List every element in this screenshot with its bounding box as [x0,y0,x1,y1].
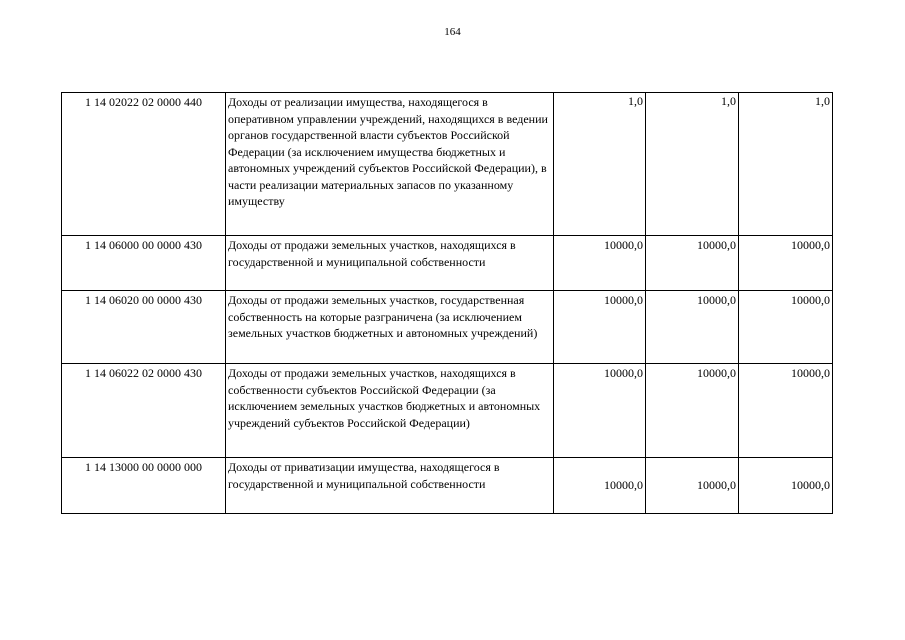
revenue-name-cell: Доходы от продажи земельных участков, государственная собственность на которые разграничена (за исключением земельных участков бюджетных и автономных учреждений) [226,291,554,364]
table-row [62,93,833,236]
revenue-code-cell: 1 14 06000 00 0000 430 [62,236,226,291]
value-year-1-cell: 10000,0 [554,236,646,291]
value-year-2-cell: 10000,0 [646,458,739,514]
revenue-code-cell: 1 14 06022 02 0000 430 [62,364,226,458]
revenue-code-cell: 1 14 13000 00 0000 000 [62,458,226,514]
value-year-1-cell: 10000,0 [554,458,646,514]
revenue-name-cell: Доходы от продажи земельных участков, находящихся в собственности субъектов Российской Федерации (за исключением земельных участков бюджетных и автономных учреждений субъектов Российской Федерации) [226,364,554,458]
table-row [62,236,833,291]
value-year-2-cell: 10000,0 [646,291,739,364]
revenue-name-cell: Доходы от приватизации имущества, находящегося в государственной и муниципальной собственности [226,458,554,514]
value-year-2-cell: 1,0 [646,93,739,236]
value-year-1-cell: 1,0 [554,93,646,236]
value-year-3-cell: 10000,0 [739,364,833,458]
value-year-1-cell: 10000,0 [554,291,646,364]
page-number: 164 [444,26,461,38]
table-row [62,291,833,364]
value-year-1-cell: 10000,0 [554,364,646,458]
value-year-3-cell: 10000,0 [739,236,833,291]
value-year-3-cell: 1,0 [739,93,833,236]
revenue-name-cell: Доходы от продажи земельных участков, находящихся в государственной и муниципальной собственности [226,236,554,291]
value-year-2-cell: 10000,0 [646,364,739,458]
table-row [62,364,833,458]
table-row [62,458,833,514]
value-year-3-cell: 10000,0 [739,291,833,364]
revenue-code-cell: 1 14 06020 00 0000 430 [62,291,226,364]
revenue-table [61,92,833,514]
value-year-2-cell: 10000,0 [646,236,739,291]
revenue-name-cell: Доходы от реализации имущества, находящегося в оперативном управлении учреждений, находящихся в ведении органов государственной власти субъектов Российской Федерации (за исключением имущества бюджетных и автономных учреждений субъектов Российской Федерации), в части реализации материальных запасов по указанному имуществу [226,93,554,236]
value-year-3-cell: 10000,0 [739,458,833,514]
revenue-code-cell: 1 14 02022 02 0000 440 [62,93,226,236]
